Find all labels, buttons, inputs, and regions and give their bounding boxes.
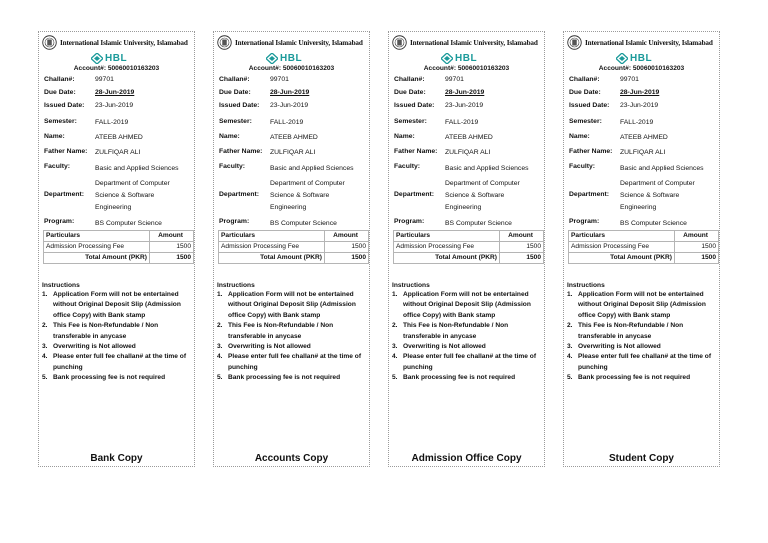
issued-date-value: 23-Jun-2019	[620, 102, 659, 109]
faculty-value: Basic and Applied Sciences	[445, 165, 529, 172]
program-value: BS Computer Science	[95, 220, 162, 227]
instruction-text: Bank processing fee is not required	[228, 374, 341, 382]
program-label: Program:	[44, 218, 75, 225]
instruction-item	[217, 352, 369, 373]
total-amount: 1500	[500, 253, 544, 264]
semester-label: Semester:	[44, 118, 77, 125]
instruction-number: 1.	[42, 291, 48, 298]
particulars-header: Particulars	[569, 231, 675, 242]
bank-logo	[266, 53, 326, 65]
fee-item: Admission Processing Fee	[569, 242, 675, 253]
program-value: BS Computer Science	[270, 220, 337, 227]
faculty-label: Faculty:	[44, 163, 71, 170]
name-label: Name:	[569, 133, 590, 140]
instruction-text: This Fee is Non-Refundable / Non transferable in anycase	[578, 322, 684, 340]
semester-value: FALL-2019	[445, 119, 479, 126]
instruction-number: 2.	[217, 322, 223, 330]
challan-value: 99701	[445, 76, 464, 83]
instruction-item	[567, 342, 719, 352]
challan-header	[216, 35, 369, 51]
total-row	[219, 253, 369, 264]
instructions	[42, 282, 194, 384]
program-label: Program:	[219, 218, 250, 225]
instruction-text: Application Form will not be entertained without Original Deposit Slip (Admission office Copy) with Bank stamp	[403, 291, 531, 319]
instruction-text: Please enter full fee challan# at the time of punching	[578, 353, 712, 371]
university-seal-icon	[217, 35, 232, 50]
name-label: Name:	[394, 133, 415, 140]
instruction-number: 4.	[217, 353, 223, 361]
account-number: Account#: 50060010163203	[73, 65, 160, 72]
copy-type-label: Admission Office Copy	[411, 453, 522, 464]
bank-name: HBL	[105, 53, 128, 64]
university-seal-icon	[567, 35, 582, 50]
department-line: Department of Computer	[95, 180, 170, 187]
amount-header: Amount	[675, 231, 719, 242]
program-label: Program:	[394, 218, 425, 225]
instructions	[217, 282, 369, 384]
particulars-header: Particulars	[44, 231, 150, 242]
copy-type-label: Student Copy	[609, 453, 674, 464]
instruction-number: 4.	[567, 353, 573, 361]
hbl-logo-icon	[91, 53, 103, 64]
name-value: ATEEB AHMED	[445, 134, 493, 141]
fee-item-amount: 1500	[675, 242, 719, 253]
department-label: Department:	[394, 191, 435, 198]
department-value	[620, 178, 695, 214]
copy-type-label: Accounts Copy	[254, 453, 329, 464]
table-row	[569, 242, 719, 253]
fee-item-amount: 1500	[150, 242, 194, 253]
due-date-value: 28-Jun-2019	[95, 89, 135, 96]
faculty-label: Faculty:	[394, 163, 421, 170]
department-label: Department:	[569, 191, 610, 198]
instruction-number: 3.	[567, 343, 573, 351]
instruction-text: Application Form will not be entertained without Original Deposit Slip (Admission office Copy) with Bank stamp	[53, 291, 181, 319]
fee-table-header	[219, 231, 369, 242]
instruction-number: 1.	[217, 291, 223, 298]
total-row	[569, 253, 719, 264]
instruction-number: 5.	[217, 374, 223, 382]
semester-label: Semester:	[219, 118, 252, 125]
challan-label: Challan#:	[44, 76, 75, 83]
semester-label: Semester:	[394, 118, 427, 125]
university-seal-icon	[392, 35, 407, 50]
challan-value: 99701	[620, 76, 639, 83]
father-name-label: Father Name:	[219, 148, 263, 155]
instruction-item	[392, 352, 544, 373]
issued-date-value: 23-Jun-2019	[270, 102, 309, 109]
university-name: International Islamic University, Islamabad	[585, 39, 713, 47]
challan-copy	[388, 31, 545, 467]
name-value: ATEEB AHMED	[270, 134, 318, 141]
total-row	[394, 253, 544, 264]
instruction-text: Bank processing fee is not required	[578, 374, 691, 382]
bank-logo	[616, 53, 676, 65]
semester-value: FALL-2019	[620, 119, 654, 126]
challan-copy	[563, 31, 720, 467]
fee-table	[218, 230, 368, 266]
name-label: Name:	[44, 133, 65, 140]
challan-value: 99701	[270, 76, 289, 83]
fee-table-header	[394, 231, 544, 242]
hbl-logo-icon	[441, 53, 453, 64]
bank-logo	[441, 53, 501, 65]
instruction-item	[42, 342, 194, 352]
table-row	[219, 242, 369, 253]
total-label: Total Amount (PKR)	[219, 253, 325, 264]
instruction-item	[217, 342, 369, 352]
table-row	[44, 242, 194, 253]
particulars-header: Particulars	[219, 231, 325, 242]
issued-date-value: 23-Jun-2019	[445, 102, 484, 109]
instruction-item	[567, 321, 719, 342]
instruction-number: 2.	[392, 322, 398, 330]
challan-label: Challan#:	[219, 76, 250, 83]
bank-name: HBL	[280, 53, 303, 64]
instruction-text: This Fee is Non-Refundable / Non transferable in anycase	[403, 322, 509, 340]
fee-item: Admission Processing Fee	[394, 242, 500, 253]
challan-header	[391, 35, 544, 51]
department-line: Engineering	[95, 204, 132, 211]
father-name-value: ZULFIQAR ALI	[445, 149, 491, 156]
instruction-text: Please enter full fee challan# at the time of punching	[403, 353, 537, 371]
instruction-item	[567, 373, 719, 383]
instruction-number: 4.	[42, 353, 48, 361]
department-value	[95, 178, 170, 214]
instruction-number: 5.	[42, 374, 48, 382]
due-date-label: Due Date:	[219, 89, 251, 96]
father-name-label: Father Name:	[394, 148, 438, 155]
account-number: Account#: 50060010163203	[598, 65, 685, 72]
instruction-item	[42, 352, 194, 373]
challan-copy	[38, 31, 195, 467]
father-name-value: ZULFIQAR ALI	[270, 149, 316, 156]
challan-copy	[213, 31, 370, 467]
due-date-value: 28-Jun-2019	[270, 89, 310, 96]
challan-header	[41, 35, 194, 51]
faculty-label: Faculty:	[569, 163, 596, 170]
fee-item-amount: 1500	[325, 242, 369, 253]
department-value	[445, 178, 520, 214]
faculty-value: Basic and Applied Sciences	[95, 165, 179, 172]
name-value: ATEEB AHMED	[620, 134, 668, 141]
instruction-text: Application Form will not be entertained without Original Deposit Slip (Admission office Copy) with Bank stamp	[578, 291, 706, 319]
fee-table-header	[569, 231, 719, 242]
bank-logo	[91, 53, 151, 65]
instruction-number: 2.	[42, 322, 48, 330]
instruction-item	[217, 290, 369, 321]
department-line: Department of Computer	[445, 180, 520, 187]
department-line: Engineering	[620, 204, 657, 211]
department-line: Science & Software	[95, 192, 155, 199]
instruction-number: 3.	[217, 343, 223, 351]
particulars-header: Particulars	[394, 231, 500, 242]
instruction-number: 4.	[392, 353, 398, 361]
instruction-text: This Fee is Non-Refundable / Non transferable in anycase	[53, 322, 159, 340]
fee-item: Admission Processing Fee	[44, 242, 150, 253]
fee-table	[393, 230, 543, 266]
bank-name: HBL	[455, 53, 478, 64]
amount-header: Amount	[150, 231, 194, 242]
father-name-value: ZULFIQAR ALI	[620, 149, 666, 156]
bank-name: HBL	[630, 53, 653, 64]
department-line: Science & Software	[445, 192, 505, 199]
instruction-number: 3.	[42, 343, 48, 351]
instructions-title: Instructions	[42, 282, 80, 289]
fee-item: Admission Processing Fee	[219, 242, 325, 253]
amount-header: Amount	[500, 231, 544, 242]
instructions-title: Instructions	[567, 282, 605, 289]
table-row	[394, 242, 544, 253]
department-line: Science & Software	[620, 192, 680, 199]
due-date-label: Due Date:	[394, 89, 426, 96]
instruction-text: Overwriting is Not allowed	[228, 343, 311, 351]
instruction-item	[217, 373, 369, 383]
total-label: Total Amount (PKR)	[44, 253, 150, 264]
instruction-item	[392, 290, 544, 321]
challan-label: Challan#:	[394, 76, 425, 83]
instruction-text: Application Form will not be entertained without Original Deposit Slip (Admission office Copy) with Bank stamp	[228, 291, 356, 319]
university-seal-icon	[42, 35, 57, 50]
semester-value: FALL-2019	[95, 119, 129, 126]
faculty-label: Faculty:	[219, 163, 246, 170]
issued-date-label: Issued Date:	[394, 102, 435, 109]
instruction-item	[42, 290, 194, 321]
total-label: Total Amount (PKR)	[569, 253, 675, 264]
fee-table	[43, 230, 193, 266]
instruction-text: This Fee is Non-Refundable / Non transferable in anycase	[228, 322, 334, 340]
instruction-item	[567, 352, 719, 373]
department-line: Science & Software	[270, 192, 330, 199]
issued-date-value: 23-Jun-2019	[95, 102, 134, 109]
fee-item-amount: 1500	[500, 242, 544, 253]
instruction-text: Overwriting is Not allowed	[403, 343, 486, 351]
challan-header	[566, 35, 719, 51]
challan-label: Challan#:	[569, 76, 600, 83]
instruction-number: 2.	[567, 322, 573, 330]
university-name: International Islamic University, Islamabad	[60, 39, 188, 47]
challan-value: 99701	[95, 76, 114, 83]
program-value: BS Computer Science	[445, 220, 512, 227]
account-number: Account#: 50060010163203	[248, 65, 335, 72]
instructions-title: Instructions	[217, 282, 255, 289]
instruction-item	[392, 342, 544, 352]
instruction-item	[42, 373, 194, 383]
instruction-item	[567, 290, 719, 321]
fee-table	[568, 230, 718, 266]
due-date-label: Due Date:	[569, 89, 601, 96]
university-name: International Islamic University, Islamabad	[235, 39, 363, 47]
due-date-value: 28-Jun-2019	[445, 89, 485, 96]
instruction-text: Please enter full fee challan# at the time of punching	[228, 353, 362, 371]
copy-type-label: Bank Copy	[90, 453, 143, 464]
issued-date-label: Issued Date:	[219, 102, 260, 109]
name-label: Name:	[219, 133, 240, 140]
father-name-value: ZULFIQAR ALI	[95, 149, 141, 156]
semester-value: FALL-2019	[270, 119, 304, 126]
instruction-item	[392, 321, 544, 342]
due-date-label: Due Date:	[44, 89, 76, 96]
total-row	[44, 253, 194, 264]
issued-date-label: Issued Date:	[44, 102, 85, 109]
instruction-number: 1.	[567, 291, 573, 298]
program-label: Program:	[569, 218, 600, 225]
department-line: Department of Computer	[620, 180, 695, 187]
program-value: BS Computer Science	[620, 220, 687, 227]
department-line: Department of Computer	[270, 180, 345, 187]
faculty-value: Basic and Applied Sciences	[620, 165, 704, 172]
total-amount: 1500	[325, 253, 369, 264]
account-number: Account#: 50060010163203	[423, 65, 510, 72]
total-amount: 1500	[675, 253, 719, 264]
instructions-title: Instructions	[392, 282, 430, 289]
instruction-item	[217, 321, 369, 342]
department-label: Department:	[44, 191, 85, 198]
fee-table-header	[44, 231, 194, 242]
instruction-text: Bank processing fee is not required	[403, 374, 516, 382]
faculty-value: Basic and Applied Sciences	[270, 165, 354, 172]
instruction-number: 5.	[567, 374, 573, 382]
total-amount: 1500	[150, 253, 194, 264]
instruction-text: Overwriting is Not allowed	[578, 343, 661, 351]
instruction-text: Bank processing fee is not required	[53, 374, 166, 382]
instruction-number: 5.	[392, 374, 398, 382]
father-name-label: Father Name:	[44, 148, 88, 155]
instructions	[567, 282, 719, 384]
instruction-item	[392, 373, 544, 383]
instruction-number: 3.	[392, 343, 398, 351]
department-line: Engineering	[270, 204, 307, 211]
name-value: ATEEB AHMED	[95, 134, 143, 141]
father-name-label: Father Name:	[569, 148, 613, 155]
issued-date-label: Issued Date:	[569, 102, 610, 109]
instruction-item	[42, 321, 194, 342]
instruction-number: 1.	[392, 291, 398, 298]
semester-label: Semester:	[569, 118, 602, 125]
total-label: Total Amount (PKR)	[394, 253, 500, 264]
university-name: International Islamic University, Islamabad	[410, 39, 538, 47]
instruction-text: Please enter full fee challan# at the time of punching	[53, 353, 187, 371]
department-value	[270, 178, 345, 214]
amount-header: Amount	[325, 231, 369, 242]
hbl-logo-icon	[616, 53, 628, 64]
instructions	[392, 282, 544, 384]
hbl-logo-icon	[266, 53, 278, 64]
instruction-text: Overwriting is Not allowed	[53, 343, 136, 351]
department-line: Engineering	[445, 204, 482, 211]
due-date-value: 28-Jun-2019	[620, 89, 660, 96]
department-label: Department:	[219, 191, 260, 198]
